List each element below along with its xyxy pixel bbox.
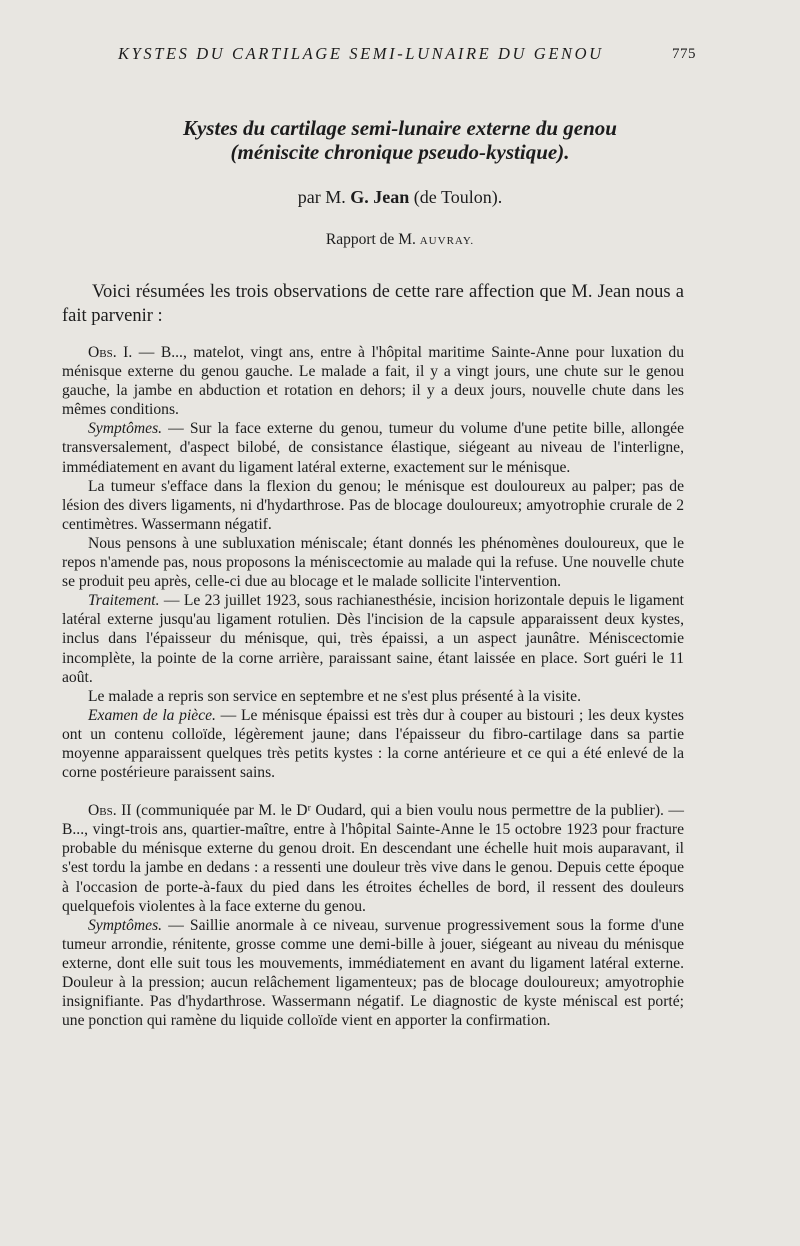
obs1-paragraph-3: La tumeur s'efface dans la flexion du genou; le ménisque est douloureux au palper; pas de lésion des divers ligaments, ni d'hydarthrose. Pas de blocage douloureux; amyotrophie crurale de 2 centimètres. Wassermann négatif. <box>62 477 684 533</box>
obs2-text: (communiquée par M. le Dʳ Oudard, qui a bien voulu nous permettre de la publier). — B..., vingt-trois ans, quartier-maître, entre à l'hôpital Sainte-Anne le 15 octobre 1923 pour fracture probable du ménisque externe du genou droit. En descendant une échelle huit mois auparavant, il s'est tordu la jambe en dedans : a ressenti une douleur très vive dans le genou. Depuis cette époque à l'occasion de porte-à-faux du pied dans les étroites échelles de bord, il ressent des douleurs quelquefois violentes à la face externe du genou. <box>62 802 685 915</box>
author-name: G. Jean <box>350 187 410 207</box>
obs2-symptoms-paragraph <box>62 916 684 1031</box>
obs1-treatment-text: — Le 23 juillet 1923, sous rachianesthésie, incision horizontale depuis le ligament latéral externe jusqu'au ligament rotulien. Dès l'incision de la capsule apparaissent deux kystes, inclus dans l'épaisseur du ménisque, qui, très épaissi, a un aspect jaunâtre. Méniscectomie incomplète, la pointe de la corne arrière, paraissant saine, étant laissée en place. Sort guéri le 11 août. <box>62 592 684 686</box>
obs1-exam-label: Examen de la pièce. <box>88 706 216 724</box>
obs1-label: Obs. I. <box>88 344 133 361</box>
article-title <box>0 116 800 164</box>
title-line-1: Kystes du cartilage semi-lunaire externe du genou <box>182 116 617 140</box>
obs1-text: — B..., matelot, vingt ans, entre à l'hôpital maritime Sainte-Anne pour luxation du ménisque externe du genou gauche. Le malade a fait, il y a vingt jours, une chute sur le genou gauche, la jambe en abduction et rotation en dehors; il y a deux jours, nouvelle chute dans les mêmes conditions. <box>62 344 685 419</box>
obs1-paragraph-4: Nous pensons à une subluxation méniscale; étant donnés les phénomènes douloureux, que le repos n'amende pas, nous proposons la méniscectomie au malade qui la refuse. Une nouvelle chute se produit peu après, celle-ci due au blocage et le malade sollicite l'intervention. <box>62 534 684 591</box>
obs1-treatment-paragraph <box>62 591 684 686</box>
article-body <box>62 343 684 1030</box>
obs1-symptoms-text: — Sur la face externe du genou, tumeur du volume d'une petite bille, allongée transversalement, d'aspect bilobé, de consistance élastique, siégeant au niveau de l'interligne, immédiatement en avant du ligament latéral externe, exactement sur le ménisque. <box>62 420 684 476</box>
obs2-symptoms-text: — Saillie anormale à ce niveau, survenue progressivement sous la forme d'une tumeur arrondie, rénitente, grosse comme une demi-bille à jouer, siégeant au niveau du ménisque externe, dont elle suit tous les mouvements, immédiatement en avant du ligament latéral externe. Douleur à la pression; aucun relâchement ligamenteux; pas de blocage douloureux; amyotrophie insignifiante. Pas d'hydarthrose. Wassermann négatif. Le diagnostic de kyste méniscal est porté; une ponction qui ramène du liquide colloïde vient en apporter la confirmation. <box>62 916 684 1030</box>
title-line-2: (méniscite chronique pseudo-kystique). <box>230 140 570 164</box>
obs1-symptoms-label: Symptômes. <box>88 420 163 438</box>
obs1-treatment-label: Traitement. <box>88 592 160 610</box>
byline-prefix: par M. <box>297 187 346 207</box>
obs1-paragraph-6: Le malade a repris son service en septembre et ne s'est plus présenté à la visite. <box>88 687 581 705</box>
report-line <box>0 231 800 249</box>
obs1-exam-paragraph <box>62 706 684 782</box>
obs2-paragraph <box>62 801 684 916</box>
running-title: KYSTES DU CARTILAGE SEMI-LUNAIRE DU GENOU <box>118 44 604 63</box>
obs2-label: Obs. II <box>88 802 132 820</box>
page-number: 775 <box>672 46 696 62</box>
report-prefix: Rapport de M. <box>325 231 416 248</box>
obs1-exam-text: — Le ménisque épaissi est très dur à couper au bistouri ; les deux kystes ont un contenu colloïde, légèrement jaune; dans l'épaisseur du fibro-cartilage dans sa partie moyenne apparaissent quelques très petits kystes : la corne antérieure et ce qui a été enlevé de la corne postérieure paraissent sains. <box>62 706 684 782</box>
reporter-name: AUVRAY. <box>419 235 475 247</box>
obs1-paragraph <box>62 343 684 419</box>
obs2-symptoms-label: Symptômes. <box>88 916 163 934</box>
byline <box>0 187 800 208</box>
running-header <box>0 44 800 68</box>
obs1-symptoms-paragraph <box>62 419 684 476</box>
intro-paragraph: Voici résumées les trois observations de cette rare affection que M. Jean nous a fait parvenir : <box>62 282 684 326</box>
author-affiliation: (de Toulon). <box>413 187 503 207</box>
